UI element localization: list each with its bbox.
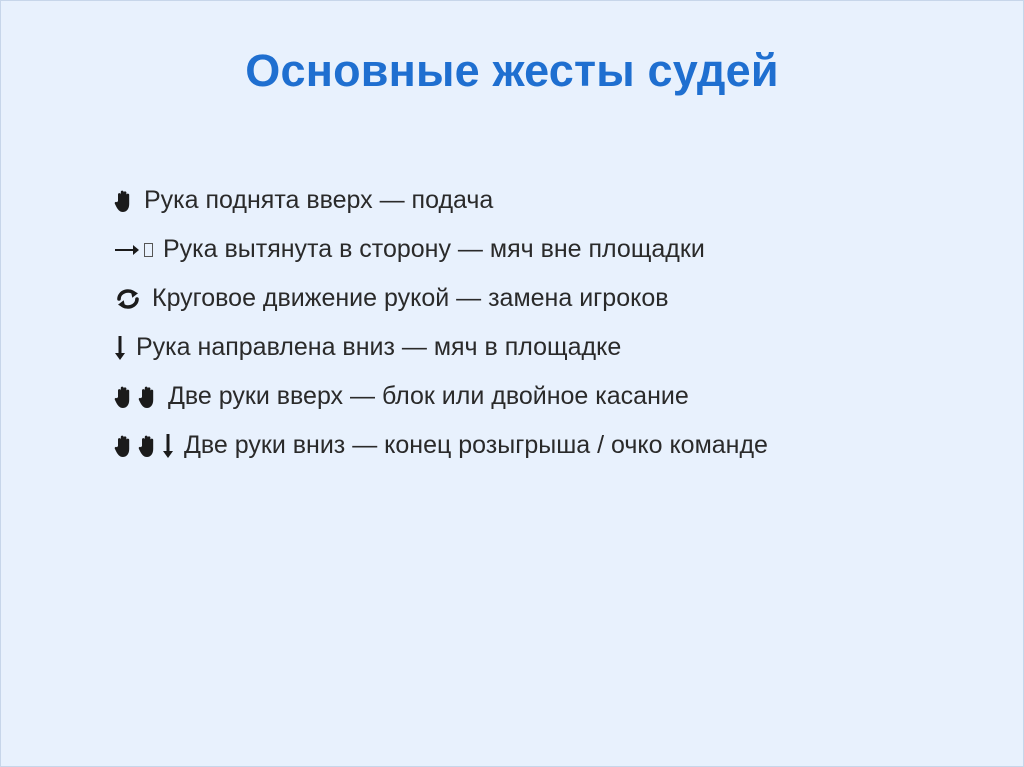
list-item-text: Рука направлена вниз — мяч в площадке — [136, 333, 622, 361]
list-item-text: Две руки вверх — блок или двойное касание — [168, 382, 689, 410]
circular-arrows-icon — [114, 287, 142, 311]
gesture-list — [114, 176, 994, 470]
hand-icon — [114, 189, 134, 213]
arrow-down-icon — [114, 335, 126, 361]
hand-icon — [114, 385, 134, 409]
hand-icon — [114, 434, 134, 458]
list-item-text: Рука вытянута в сторону — мяч вне площадки — [163, 235, 705, 263]
list-item — [114, 421, 994, 470]
hand-icon — [138, 385, 158, 409]
icon-group — [114, 385, 162, 409]
list-item-text: Круговое движение рукой — замена игроков — [152, 284, 669, 312]
arrow-right-icon — [114, 243, 140, 257]
list-item — [114, 225, 994, 274]
hand-icon — [138, 434, 158, 458]
list-item-text: Две руки вниз — конец розыгрыша / очко команде — [184, 431, 768, 459]
icon-group — [114, 433, 178, 459]
arrow-down-icon — [162, 433, 174, 459]
list-item — [114, 274, 994, 323]
icon-group — [114, 189, 138, 213]
list-item — [114, 323, 994, 372]
icon-group — [114, 243, 157, 257]
icon-group — [114, 335, 130, 361]
list-item — [114, 176, 994, 225]
missing-glyph-box — [144, 243, 153, 257]
icon-group — [114, 287, 146, 311]
slide-title: Основные жесты судей — [245, 45, 779, 96]
list-item — [114, 372, 994, 421]
list-item-text: Рука поднята вверх — подача — [144, 186, 494, 214]
